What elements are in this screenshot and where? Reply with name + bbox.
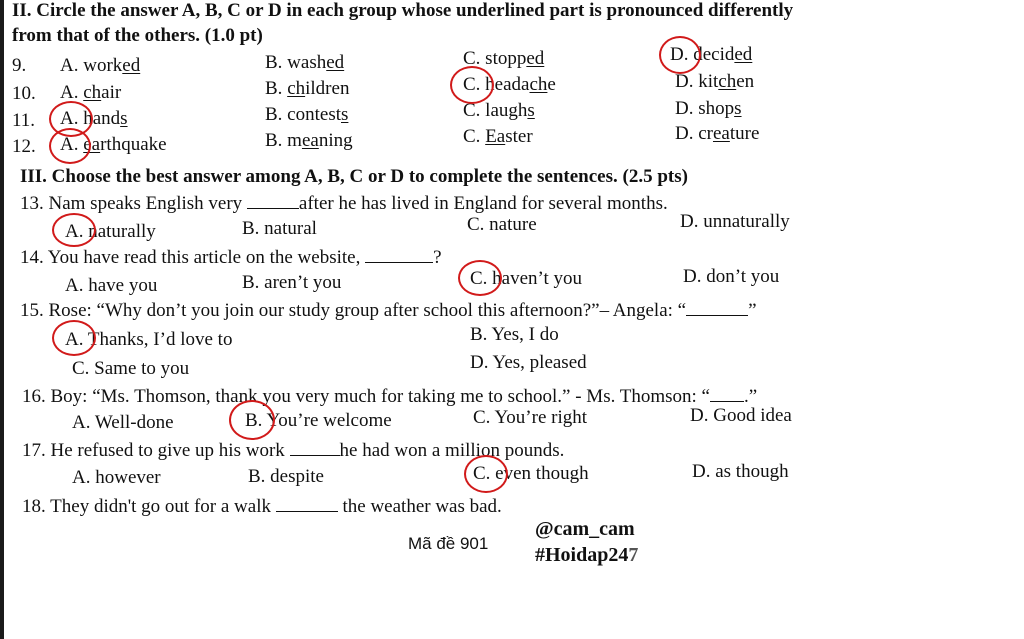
q14-option-a[interactable]: A. have you bbox=[65, 275, 158, 296]
q12-option-b[interactable]: B. meaning bbox=[265, 130, 353, 151]
q13-blank[interactable] bbox=[247, 192, 299, 209]
q16-option-a[interactable]: A. Well-done bbox=[72, 412, 174, 433]
q17-stem: 17. He refused to give up his work he had won a million pounds. bbox=[22, 440, 565, 461]
q18-stem: 18. They didn't go out for a walk the weather was bad. bbox=[22, 496, 502, 517]
watermark-tag-tail: 7 bbox=[628, 544, 639, 566]
q10-option-b[interactable]: B. children bbox=[265, 78, 350, 99]
q14-option-b[interactable]: B. aren’t you bbox=[242, 272, 342, 293]
q9-option-c[interactable]: C. stopped bbox=[463, 48, 545, 69]
q16-option-b[interactable]: B. You’re welcome bbox=[245, 410, 392, 431]
q11-option-a[interactable]: A. hands bbox=[60, 108, 128, 129]
q16-blank[interactable] bbox=[710, 385, 744, 402]
q9-option-d[interactable]: D. decided bbox=[670, 44, 753, 65]
q18-blank[interactable] bbox=[276, 495, 338, 512]
q12-option-a[interactable]: A. earthquake bbox=[60, 134, 167, 155]
q12-option-d[interactable]: D. creature bbox=[675, 123, 760, 144]
q13-option-b[interactable]: B. natural bbox=[242, 218, 317, 239]
q13-option-a[interactable]: A. naturally bbox=[65, 221, 156, 242]
q13-stem: 13. Nam speaks English very after he has lived in England for several months. bbox=[20, 193, 668, 214]
q14-stem: 14. You have read this article on the website, ? bbox=[20, 247, 442, 268]
question-number-10: 10. bbox=[12, 83, 36, 104]
q13-option-d[interactable]: D. unnaturally bbox=[680, 211, 790, 232]
q15-option-c[interactable]: C. Same to you bbox=[72, 358, 190, 379]
section-2-title-cont: from that of the others. (1.0 pt) bbox=[12, 25, 263, 46]
q17-option-c[interactable]: C. even though bbox=[473, 463, 589, 484]
q16-option-d[interactable]: D. Good idea bbox=[690, 405, 792, 426]
q14-option-d[interactable]: D. don’t you bbox=[683, 266, 780, 287]
q9-option-b[interactable]: B. washed bbox=[265, 52, 345, 73]
question-number-11: 11. bbox=[12, 110, 36, 131]
q15-option-a[interactable]: A. Thanks, I’d love to bbox=[65, 329, 233, 350]
q17-option-d[interactable]: D. as though bbox=[692, 461, 789, 482]
q17-blank[interactable] bbox=[290, 439, 340, 456]
q14-option-c[interactable]: C. haven’t you bbox=[470, 268, 583, 289]
q15-blank[interactable] bbox=[686, 299, 748, 316]
watermark-handle: @cam_cam bbox=[535, 518, 635, 540]
question-number-12: 12. bbox=[12, 136, 36, 157]
q13-option-c[interactable]: C. nature bbox=[467, 214, 537, 235]
q10-option-a[interactable]: A. chair bbox=[60, 82, 122, 103]
question-number-9: 9. bbox=[12, 55, 27, 76]
q17-option-b[interactable]: B. despite bbox=[248, 466, 324, 487]
q15-option-b[interactable]: B. Yes, I do bbox=[470, 324, 559, 345]
q11-option-d[interactable]: D. shops bbox=[675, 98, 742, 119]
section-3-title: III. Choose the best answer among A, B, C or D to complete the sentences. (2.5 pts) bbox=[20, 166, 688, 187]
section-2-title: II. Circle the answer A, B, C or D in each group whose underlined part is pronounced differently bbox=[12, 0, 794, 21]
q12-option-c[interactable]: C. Easter bbox=[463, 126, 533, 147]
q10-option-d[interactable]: D. kitchen bbox=[675, 71, 755, 92]
q11-option-c[interactable]: C. laughs bbox=[463, 100, 535, 121]
watermark-tag: #Hoidap247 bbox=[535, 544, 639, 566]
q9-option-a[interactable]: A. worked bbox=[60, 55, 141, 76]
q14-blank[interactable] bbox=[365, 246, 433, 263]
q11-option-b[interactable]: B. contests bbox=[265, 104, 349, 125]
q15-option-d[interactable]: D. Yes, pleased bbox=[470, 352, 587, 373]
q15-stem: 15. Rose: “Why don’t you join our study group after school this afternoon?”– Angela: “ ” bbox=[20, 300, 757, 321]
q17-option-a[interactable]: A. however bbox=[72, 467, 161, 488]
exam-code: Mã đề 901 bbox=[408, 534, 489, 553]
q16-stem: 16. Boy: “Ms. Thomson, thank you very much for taking me to school.” - Ms. Thomson: “ .” bbox=[22, 386, 758, 407]
q10-option-c[interactable]: C. headache bbox=[463, 74, 556, 95]
q16-option-c[interactable]: C. You’re right bbox=[473, 407, 588, 428]
